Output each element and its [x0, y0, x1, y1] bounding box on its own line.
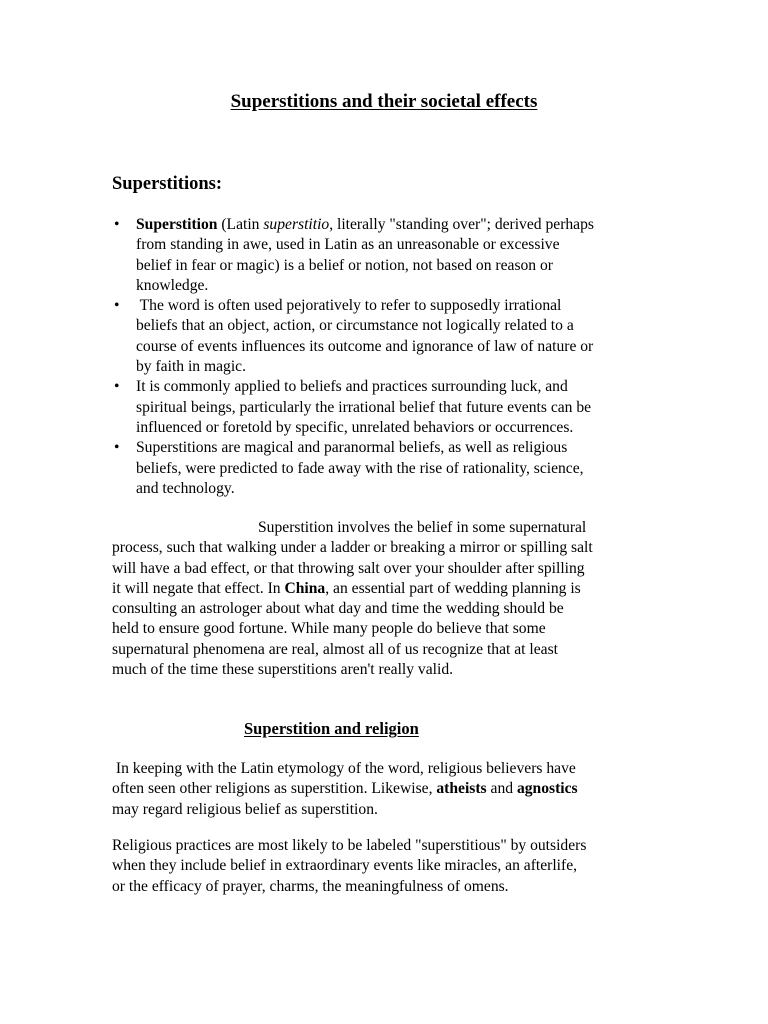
- text-line: It is commonly applied to beliefs and practices surrounding luck, and: [136, 378, 568, 396]
- text-line: [112, 518, 660, 538]
- paragraph-superstition-belief: [112, 518, 660, 680]
- text-line: beliefs, were predicted to fade away with the rise of rationality, science,: [136, 459, 584, 477]
- text-span: and: [486, 780, 517, 798]
- text-line: beliefs that an object, action, or circumstance not logically related to a: [136, 317, 574, 335]
- text-span: (Latin: [217, 216, 264, 233]
- text-line: Religious practices are most likely to be labeled "superstitious" by outsiders: [112, 837, 587, 854]
- text-line: The word is often used pejoratively to refer to supposedly irrational: [136, 297, 562, 315]
- paragraph-latin-etymology: [112, 759, 660, 820]
- text-line: belief in fear or magic) is a belief or notion, not based on reason or: [136, 256, 553, 274]
- list-item: [112, 215, 672, 296]
- list-item: [112, 438, 672, 499]
- text-line: knowledge.: [136, 276, 209, 294]
- term-superstitio: superstitio: [263, 216, 330, 233]
- text-line: spiritual beings, particularly the irrational belief that future events can be: [136, 398, 592, 416]
- text-span: often seen other religions as superstition. Likewise,: [112, 780, 437, 798]
- text-line: Superstitions are magical and paranormal beliefs, as well as religious: [136, 439, 568, 457]
- text-line: when they include belief in extraordinary events like miracles, an afterlife,: [112, 857, 578, 875]
- bullet-icon: •: [114, 439, 120, 457]
- text-line: by faith in magic.: [136, 358, 246, 376]
- term-atheists: atheists: [436, 780, 487, 798]
- text-line: from standing in awe, used in Latin as an unreasonable or excessive: [136, 236, 560, 254]
- text-line: will have a bad effect, or that throwing salt over your shoulder after spilling: [112, 559, 585, 577]
- text-line: course of events influences its outcome and ignorance of law of nature or: [136, 337, 594, 355]
- text-line: much of the time these superstitions aren't really valid.: [112, 661, 454, 679]
- text-span: it will negate that effect. In: [112, 579, 285, 597]
- text-span: , literally "standing over"; derived perhaps: [329, 216, 594, 233]
- text-line: [136, 215, 672, 235]
- text-line: supernatural phenomena are real, almost all of us recognize that at least: [112, 640, 558, 658]
- text-line: process, such that walking under a ladder or breaking a mirror or spilling salt: [112, 539, 593, 557]
- text-line: [112, 579, 660, 599]
- document-title: Superstitions and their societal effects: [230, 91, 538, 112]
- bullet-icon: •: [114, 378, 120, 396]
- text-line: held to ensure good fortune. While many people do believe that some: [112, 620, 546, 638]
- text-line: In keeping with the Latin etymology of the word, religious believers have: [112, 760, 576, 777]
- term-superstition: Superstition: [136, 216, 218, 233]
- text-line: may regard religious belief as superstition.: [112, 800, 378, 818]
- text-line: [112, 779, 660, 799]
- text-line: consulting an astrologer about what day and time the wedding should be: [112, 600, 564, 618]
- paragraph-religious-practices: [112, 836, 672, 897]
- text-span: , an essential part of wedding planning is: [325, 579, 581, 597]
- term-agnostics: agnostics: [516, 780, 578, 798]
- text-line: or the efficacy of prayer, charms, the meaningfulness of omens.: [112, 877, 509, 895]
- text-line: and technology.: [136, 479, 235, 497]
- bullet-icon: •: [114, 297, 120, 315]
- bullet-list: [112, 215, 672, 499]
- section-heading-superstitions: Superstitions:: [112, 174, 222, 194]
- bullet-icon: •: [114, 216, 120, 233]
- term-china: China: [284, 579, 326, 597]
- list-item: [112, 377, 672, 438]
- list-item: [112, 296, 672, 377]
- section-heading-superstition-and-religion: Superstition and religion: [244, 719, 419, 738]
- text-span: Superstition involves the belief in some supernatural: [258, 519, 587, 536]
- text-line: influenced or foretold by specific, unrelated behaviors or occurrences.: [136, 418, 574, 436]
